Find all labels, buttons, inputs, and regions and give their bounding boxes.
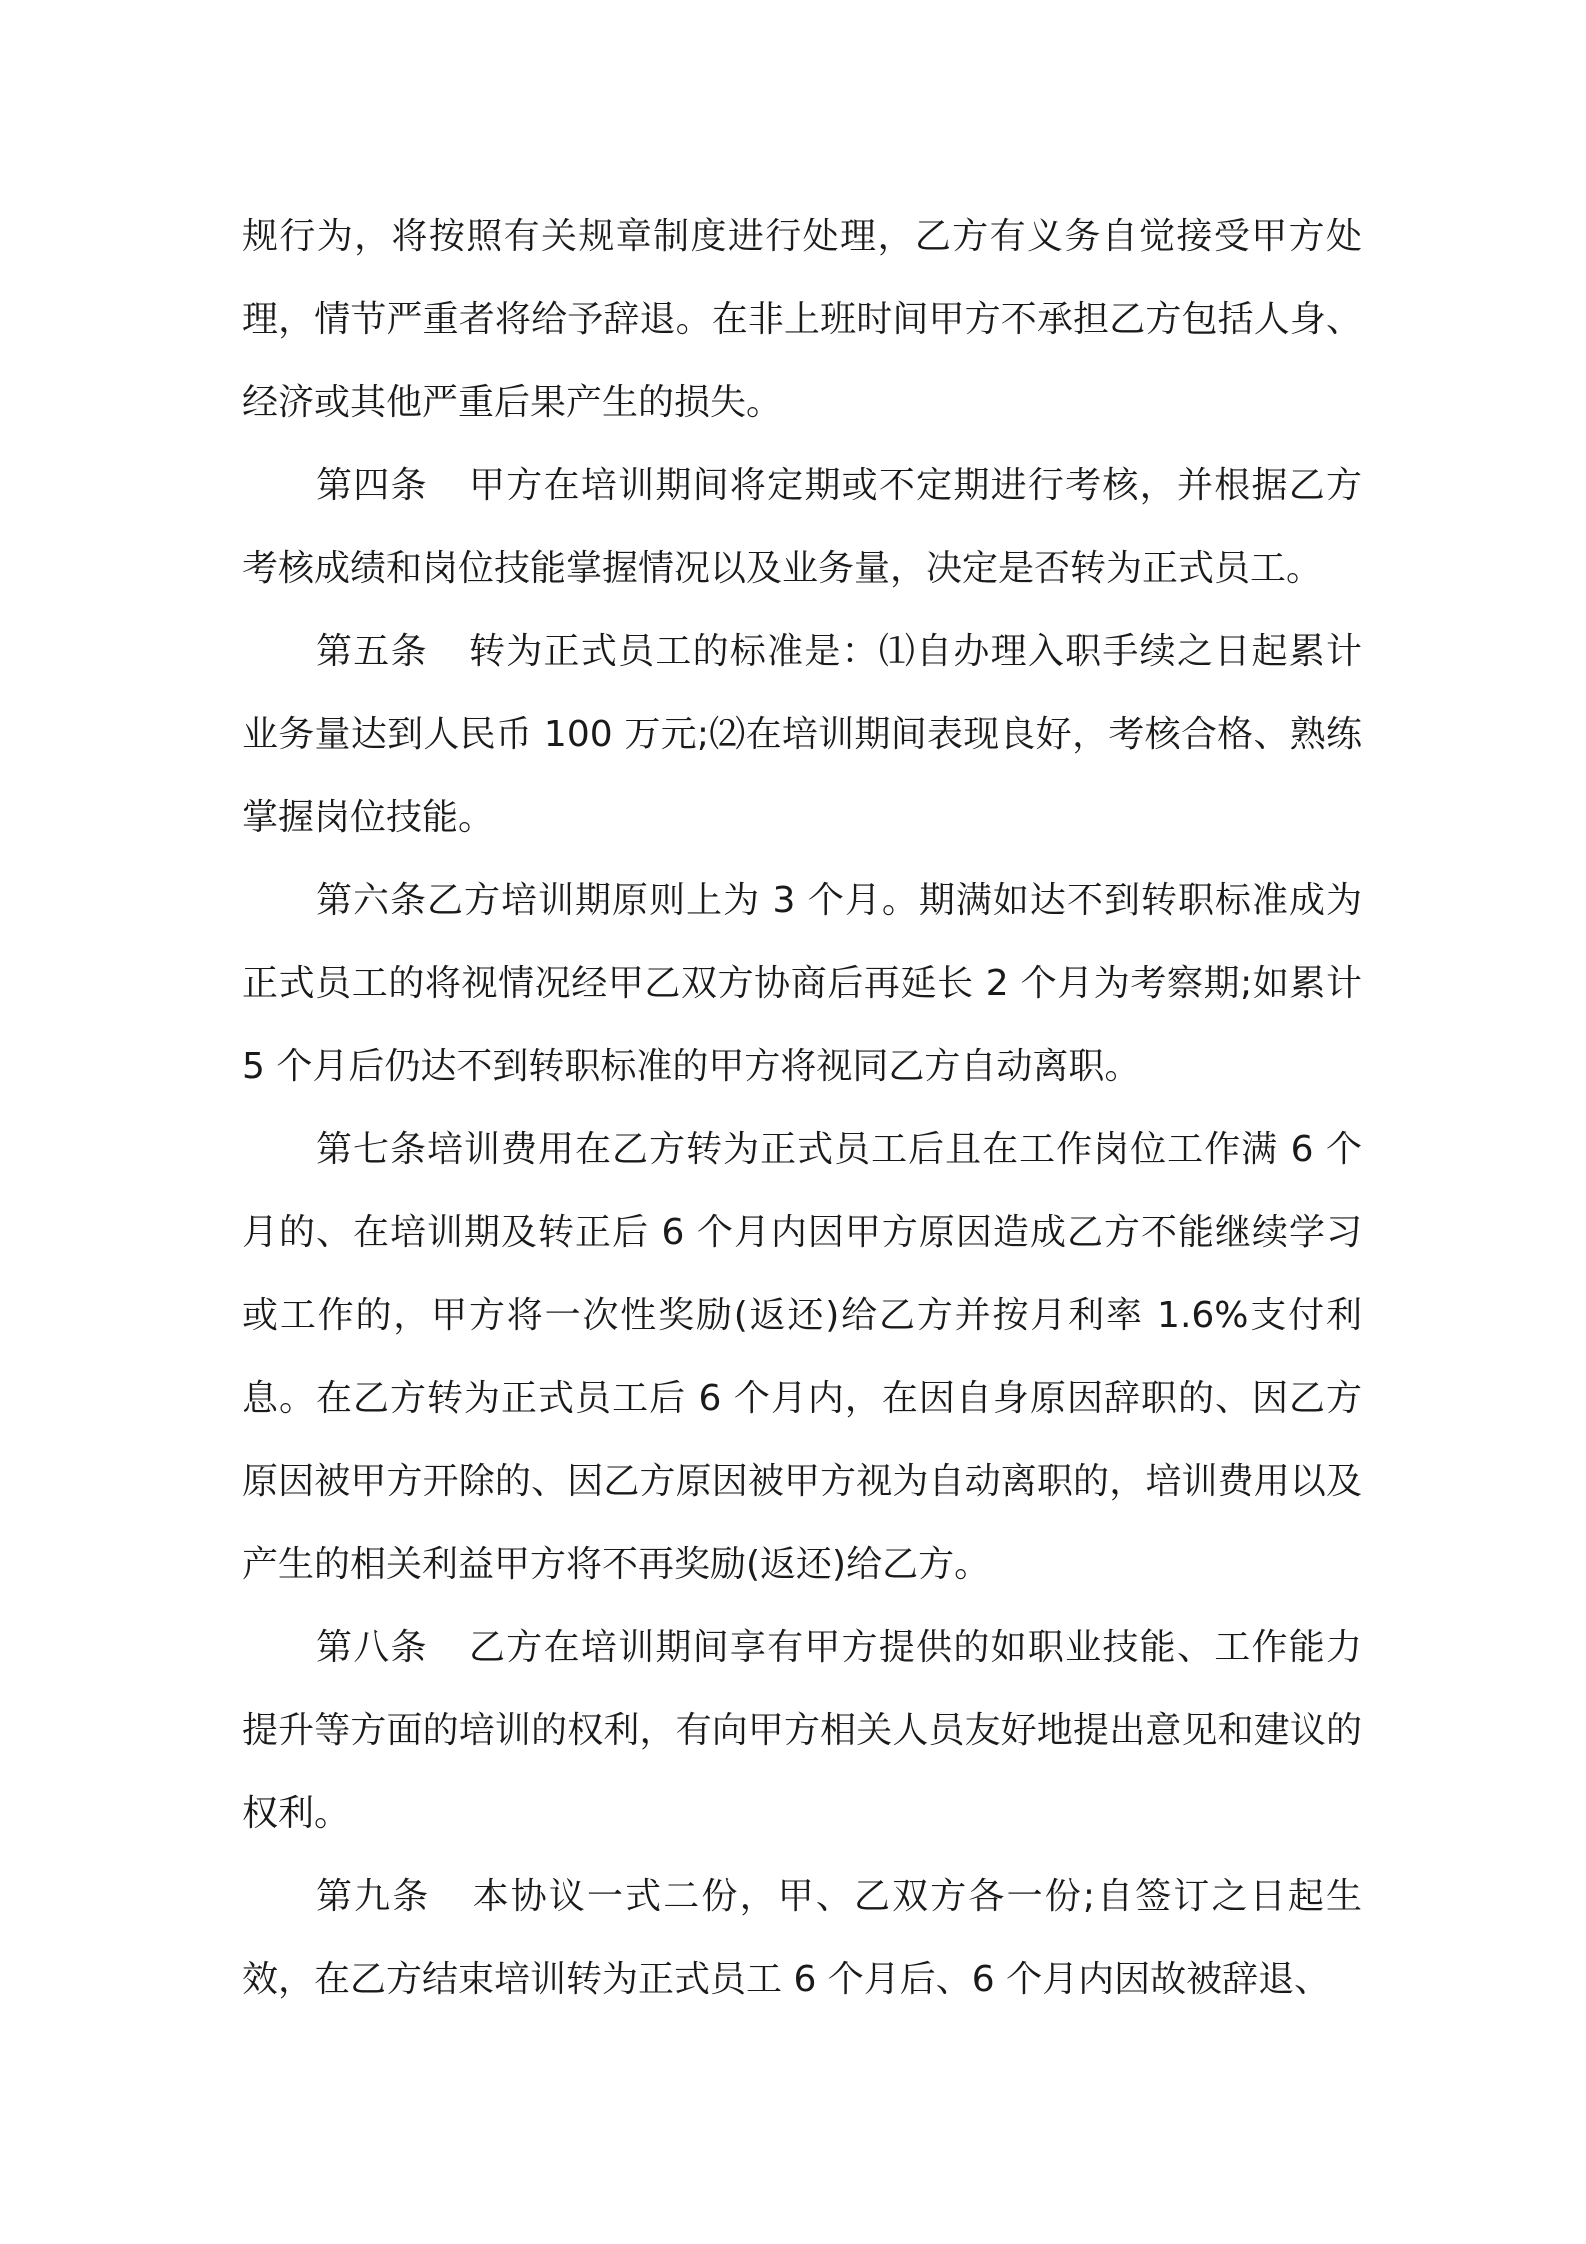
document-body [242,195,1362,2021]
article-8-paragraph [242,1606,1362,1855]
paragraph-text: 规行为，将按照有关规章制度进行处理，乙方有义务自觉接受甲方处理，情节严重者将给予辞退。在非上班时间甲方不承担乙方包括人身、经济或其他严重后果产生的损失。 [242,216,1362,423]
paragraph-text: 第七条培训费用在乙方转为正式员工后且在工作岗位工作满 6 个月的、在培训期及转正后 6 个月内因甲方原因造成乙方不能继续学习或工作的，甲方将一次性奖励(返还)给乙方并按月利率 1.6%支付利息。在乙方转为正式员工后 6 个月内，在因自身原因辞职的、因乙方原因被甲方开除的、因乙方原因被甲方视为自动离职的，培训费用以及产生的相关利益甲方将不再奖励(返还)给乙方。 [242,1129,1362,1585]
article-6-paragraph [242,859,1362,1108]
article-9-paragraph [242,1855,1362,2021]
paragraph-text: 转为正式员工的标准是：⑴自办理入职手续之日起累计业务量达到人民币 100 万元;⑵在培训期间表现良好，考核合格、熟练掌握岗位技能。 [242,631,1362,838]
article-number: 第九条 [316,1876,431,1917]
article-4-paragraph [242,444,1362,610]
paragraph-continued [242,195,1362,444]
article-7-paragraph [242,1108,1362,1606]
paragraph-text: 第六条乙方培训期原则上为 3 个月。期满如达不到转职标准成为正式员工的将视情况经甲乙双方协商后再延长 2 个月为考察期;如累计 5 个月后仍达不到转职标准的甲方将视同乙方自动离职。 [242,880,1362,1087]
article-number: 第五条 [316,631,428,672]
article-number: 第四条 [316,465,428,506]
paragraph-text: 本协议一式二份，甲、乙双方各一份;自签订之日起生效，在乙方结束培训转为正式员工 6 个月后、6 个月内因故被辞退、 [242,1876,1362,2000]
paragraph-text: 甲方在培训期间将定期或不定期进行考核，并根据乙方考核成绩和岗位技能掌握情况以及业务量，决定是否转为正式员工。 [242,465,1362,589]
article-number: 第八条 [316,1627,428,1668]
paragraph-text: 乙方在培训期间享有甲方提供的如职业技能、工作能力提升等方面的培训的权利，有向甲方相关人员友好地提出意见和建议的权利。 [242,1627,1362,1834]
article-5-paragraph [242,610,1362,859]
